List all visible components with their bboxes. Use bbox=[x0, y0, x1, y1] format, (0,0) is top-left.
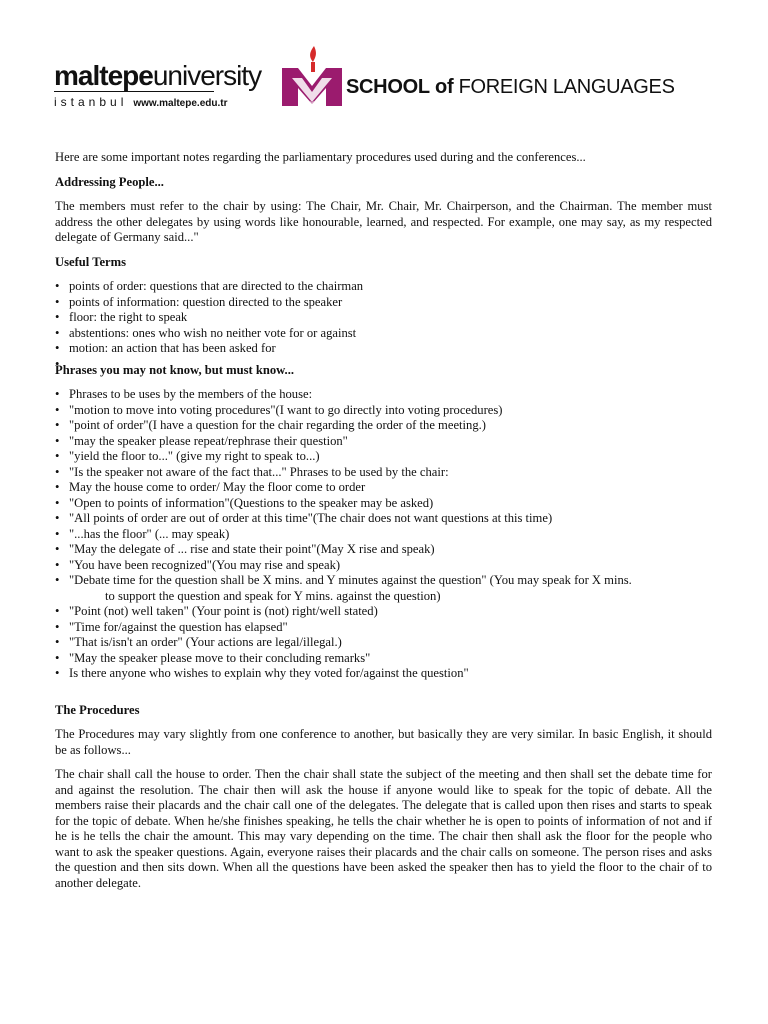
list-item: • "May the speaker please move to their concluding remarks" bbox=[55, 651, 712, 667]
torch-icon bbox=[311, 62, 315, 72]
list-item: • Phrases to be uses by the members of the house: bbox=[55, 387, 712, 403]
divider bbox=[54, 91, 214, 92]
debate-time-wrap: to support the question and speak for Y mins. against the question) bbox=[105, 588, 441, 603]
school-emblem-icon bbox=[280, 44, 344, 110]
list-item: • "That is/isn't an order" (Your actions are legal/illegal.) bbox=[55, 635, 712, 651]
list-item: • "Time for/against the question has elapsed" bbox=[55, 620, 712, 636]
letterhead bbox=[54, 40, 714, 120]
list-item: • "May the delegate of ... rise and state their point"(May X rise and speak) bbox=[55, 542, 712, 558]
procedures-heading: The Procedures bbox=[55, 702, 140, 717]
school-rest: FOREIGN LANGUAGES bbox=[458, 76, 675, 98]
list-item: • "Open to points of information"(Questions to the speaker may be asked) bbox=[55, 496, 712, 512]
brand-bold: maltepe bbox=[54, 60, 153, 91]
addressing-heading: Addressing People... bbox=[55, 174, 164, 189]
flame-icon bbox=[310, 46, 316, 62]
school-name bbox=[346, 76, 675, 99]
useful-terms-heading: Useful Terms bbox=[55, 254, 127, 269]
brand-subline bbox=[54, 94, 227, 110]
phrases-heading: Phrases you may not know, but must know... bbox=[55, 362, 294, 377]
procedures-intro: The Procedures may vary slightly from one conference to another, but basically they are very similar. In basic English, it should be as follows... bbox=[55, 727, 712, 757]
addressing-text: The members must refer to the chair by using: The Chair, Mr. Chair, Mr. Chairperson, and the Chairman. The member must address the other delegates by using words like honourable, learned, and respected. For example, one may say, as my respected delegate of Germany said..." bbox=[55, 199, 712, 244]
phrases-list bbox=[55, 387, 712, 682]
school-of: of bbox=[435, 76, 454, 98]
list-item: • "All points of order are out of order at this time"(The chair does not want questions at this time) bbox=[55, 511, 712, 527]
maltepe-logo bbox=[54, 62, 279, 122]
list-item: • "...has the floor" (... may speak) bbox=[55, 527, 712, 543]
brand-wordmark bbox=[54, 62, 261, 90]
emblem-year: 1997 bbox=[305, 102, 319, 108]
list-item: • "may the speaker please repeat/rephrase their question" bbox=[55, 434, 712, 450]
list-item: • "Is the speaker not aware of the fact that..." Phrases to be used by the chair: bbox=[55, 465, 712, 481]
list-item: • "point of order"(I have a question for the chair regarding the order of the meeting.) bbox=[55, 418, 712, 434]
list-item bbox=[55, 573, 712, 604]
website-url: www.maltepe.edu.tr bbox=[133, 98, 228, 109]
list-item: • floor: the right to speak bbox=[55, 310, 712, 326]
list-item: • motion: an action that has been asked for bbox=[55, 341, 712, 357]
debate-time-line: "Debate time for the question shall be X mins. and Y minutes against the question" (You may speak for X mins. bbox=[69, 573, 632, 587]
list-item: • abstentions: ones who wish no neither vote for or against bbox=[55, 326, 712, 342]
list-item: • "You have been recognized"(You may rise and speak) bbox=[55, 558, 712, 574]
intro-text: Here are some important notes regarding the parliamentary procedures used during and the conferences... bbox=[55, 150, 586, 164]
brand-light: university bbox=[152, 60, 262, 91]
list-item: • "yield the floor to..." (give my right to speak to...) bbox=[55, 449, 712, 465]
list-item: • Is there anyone who wishes to explain why they voted for/against the question" bbox=[55, 666, 712, 682]
useful-terms-list bbox=[55, 279, 712, 357]
school-bold: SCHOOL bbox=[346, 76, 430, 98]
list-item: • "motion to move into voting procedures"(I want to go directly into voting procedures) bbox=[55, 403, 712, 419]
list-item: • points of information: question directed to the speaker bbox=[55, 295, 712, 311]
city-label: istanbul bbox=[54, 95, 128, 109]
document-body bbox=[55, 150, 712, 891]
procedures-text: The chair shall call the house to order. Then the chair shall state the subject of the meeting and then shall set the debate time for and against the resolution. The chair then will ask the house if anyone would like to speak for the topic of debate. All the members raise their placards and the chair call one of the delegates. The delegate that is called upon then rises and starts to speak for the topic of debate. When he/she finishes speaking, he tells the chair whether he is open to points of information of not and if he is he tells the chair the amount. This may vary depending on the time. The chair then shall ask the floor for the people who want to ask the speaker questions. Again, everyone raises their placards and the chair calls on someone. The person rises and asks the question and then sits down. When all the questions have been asked the speaker then has to yield the floor to the chair of to another delegate. bbox=[55, 767, 712, 890]
list-item: • points of order: questions that are directed to the chairman bbox=[55, 279, 712, 295]
list-item: • "Point (not) well taken" (Your point is (not) right/well stated) bbox=[55, 604, 712, 620]
list-item: • May the house come to order/ May the floor come to order bbox=[55, 480, 712, 496]
